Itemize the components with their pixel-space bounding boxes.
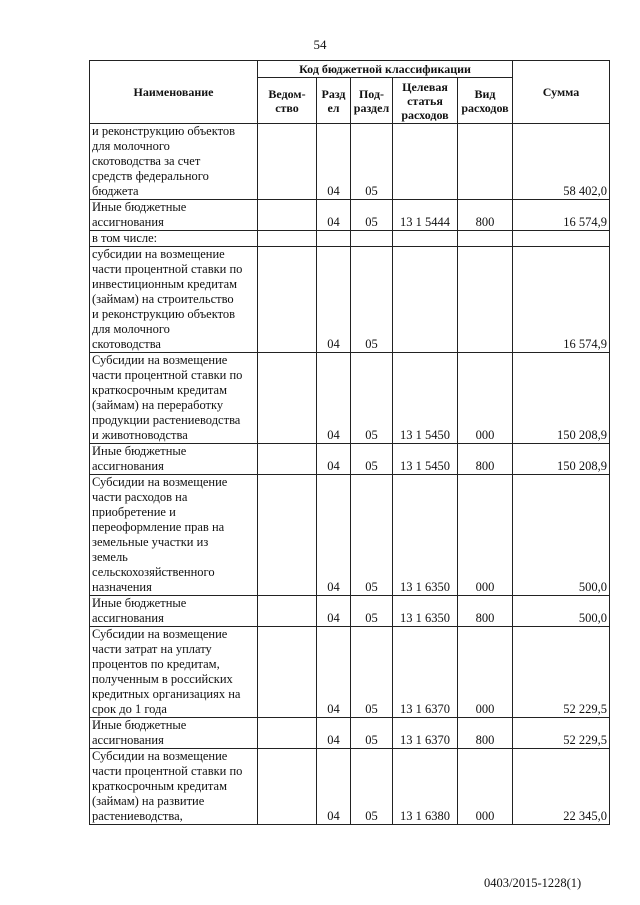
row-summa: 22 345,0	[513, 749, 610, 825]
row-vedomstvo	[258, 596, 317, 627]
row-summa: 58 402,0	[513, 124, 610, 200]
header-vid: Вид расходов	[458, 78, 513, 124]
row-celevaya	[393, 124, 458, 200]
row-summa: 500,0	[513, 596, 610, 627]
row-summa: 500,0	[513, 475, 610, 596]
header-name: Наименование	[90, 61, 258, 124]
row-vedomstvo	[258, 627, 317, 718]
row-name: Субсидии на возмещение части процентной ставки по краткосрочным кредитам (займам) на развитие растениеводства,	[90, 749, 258, 825]
row-vedomstvo	[258, 231, 317, 247]
row-razdel: 04	[317, 353, 351, 444]
table-row	[90, 200, 610, 231]
table-row	[90, 718, 610, 749]
row-name: Субсидии на возмещение части расходов на приобретение и переоформление прав на земельные участки из земель сельскохозяйственного назначения	[90, 475, 258, 596]
row-name: субсидии на возмещение части процентной ставки по инвестиционным кредитам (займам) на строительство и реконструкцию объектов для молочного скотоводства	[90, 247, 258, 353]
row-name: в том числе:	[90, 231, 258, 247]
table-row	[90, 124, 610, 200]
row-summa: 52 229,5	[513, 718, 610, 749]
row-vedomstvo	[258, 749, 317, 825]
row-razdel: 04	[317, 749, 351, 825]
row-summa: 150 208,9	[513, 444, 610, 475]
table-row	[90, 444, 610, 475]
row-vid: 000	[458, 749, 513, 825]
row-summa	[513, 231, 610, 247]
row-podrazdel: 05	[351, 627, 393, 718]
row-vedomstvo	[258, 353, 317, 444]
row-podrazdel	[351, 231, 393, 247]
row-razdel: 04	[317, 247, 351, 353]
row-summa: 16 574,9	[513, 247, 610, 353]
row-razdel: 04	[317, 200, 351, 231]
row-podrazdel: 05	[351, 475, 393, 596]
row-celevaya: 13 1 6380	[393, 749, 458, 825]
row-vedomstvo	[258, 200, 317, 231]
row-vid	[458, 124, 513, 200]
row-razdel: 04	[317, 475, 351, 596]
row-podrazdel: 05	[351, 749, 393, 825]
row-podrazdel: 05	[351, 247, 393, 353]
row-summa: 16 574,9	[513, 200, 610, 231]
row-vid: 000	[458, 627, 513, 718]
row-podrazdel: 05	[351, 353, 393, 444]
header-celevaya: Целевая статья расходов	[393, 78, 458, 124]
row-name: Иные бюджетные ассигнования	[90, 200, 258, 231]
row-celevaya: 13 1 5450	[393, 444, 458, 475]
row-name: Субсидии на возмещение части затрат на уплату процентов по кредитам, полученным в российских кредитных организациях на срок до 1 года	[90, 627, 258, 718]
table-row	[90, 749, 610, 825]
row-name: Иные бюджетные ассигнования	[90, 444, 258, 475]
row-name: Субсидии на возмещение части процентной ставки по краткосрочным кредитам (займам) на переработку продукции растениеводства и животноводства	[90, 353, 258, 444]
row-podrazdel: 05	[351, 718, 393, 749]
row-celevaya	[393, 231, 458, 247]
row-celevaya: 13 1 5450	[393, 353, 458, 444]
row-podrazdel: 05	[351, 444, 393, 475]
budget-table	[89, 60, 610, 825]
table-row	[90, 247, 610, 353]
table-row	[90, 475, 610, 596]
row-celevaya: 13 1 6370	[393, 627, 458, 718]
row-celevaya: 13 1 5444	[393, 200, 458, 231]
header-vedomstvo: Ведом- ство	[258, 78, 317, 124]
row-razdel: 04	[317, 444, 351, 475]
row-summa: 52 229,5	[513, 627, 610, 718]
row-vedomstvo	[258, 444, 317, 475]
row-summa: 150 208,9	[513, 353, 610, 444]
row-razdel: 04	[317, 718, 351, 749]
row-celevaya: 13 1 6370	[393, 718, 458, 749]
row-vid	[458, 231, 513, 247]
header-razdel: Разд ел	[317, 78, 351, 124]
row-vid: 000	[458, 353, 513, 444]
table-row	[90, 627, 610, 718]
row-vedomstvo	[258, 718, 317, 749]
row-vid: 800	[458, 444, 513, 475]
row-razdel	[317, 231, 351, 247]
header-podrazdel: Под- раздел	[351, 78, 393, 124]
row-vid: 800	[458, 596, 513, 627]
row-vid: 000	[458, 475, 513, 596]
table-row	[90, 596, 610, 627]
row-vid: 800	[458, 718, 513, 749]
row-vid	[458, 247, 513, 353]
row-razdel: 04	[317, 596, 351, 627]
row-celevaya	[393, 247, 458, 353]
document-code: 0403/2015-1228(1)	[484, 876, 582, 890]
table-row	[90, 231, 610, 247]
page-number: 54	[313, 37, 327, 52]
row-razdel: 04	[317, 124, 351, 200]
row-podrazdel: 05	[351, 124, 393, 200]
row-podrazdel: 05	[351, 200, 393, 231]
row-celevaya: 13 1 6350	[393, 475, 458, 596]
table-row	[90, 353, 610, 444]
row-name: Иные бюджетные ассигнования	[90, 596, 258, 627]
table-body	[90, 124, 610, 825]
row-name: и реконструкцию объектов для молочного скотоводства за счет средств федерального бюджета	[90, 124, 258, 200]
row-name: Иные бюджетные ассигнования	[90, 718, 258, 749]
header-summa: Сумма	[513, 61, 610, 124]
row-podrazdel: 05	[351, 596, 393, 627]
row-celevaya: 13 1 6350	[393, 596, 458, 627]
row-vedomstvo	[258, 475, 317, 596]
header-code-group: Код бюджетной классификации	[258, 61, 513, 78]
row-razdel: 04	[317, 627, 351, 718]
row-vid: 800	[458, 200, 513, 231]
row-vedomstvo	[258, 247, 317, 353]
row-vedomstvo	[258, 124, 317, 200]
